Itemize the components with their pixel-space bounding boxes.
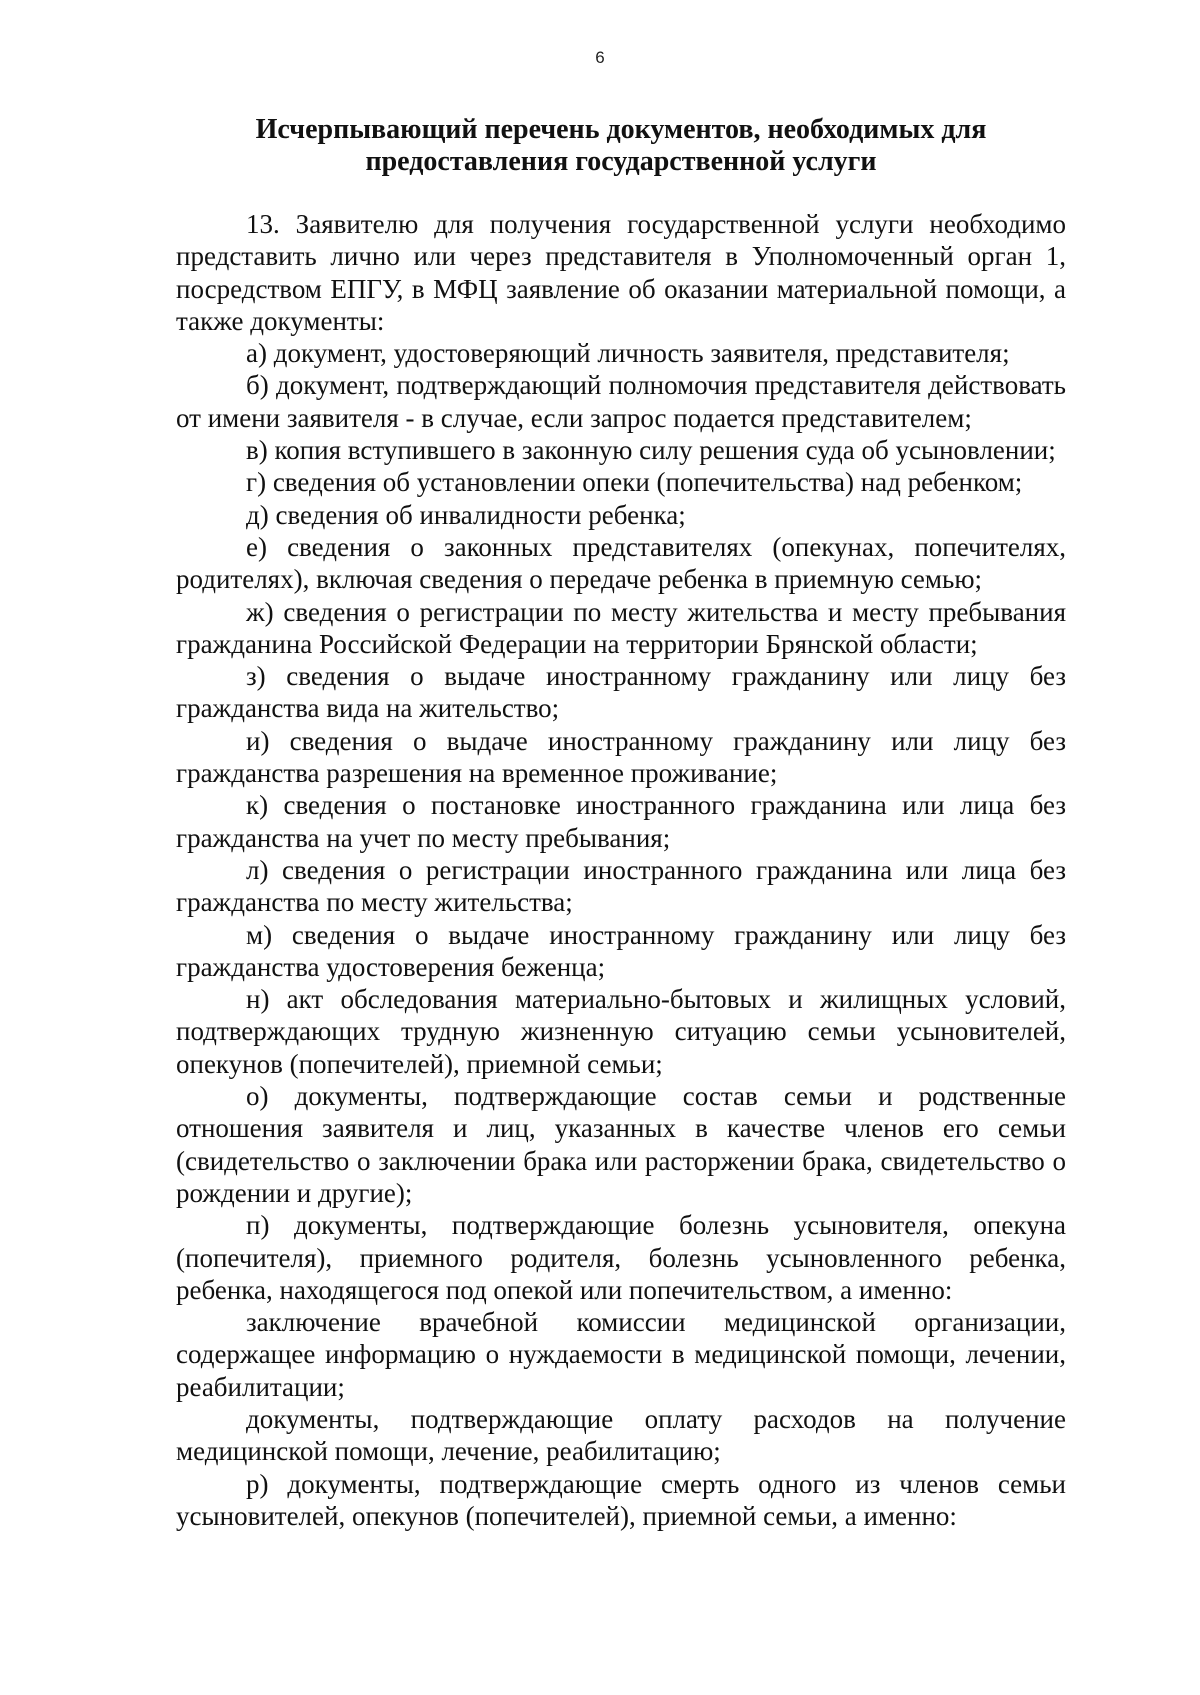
section-title — [176, 114, 1066, 178]
section-title-line-2: предоставления государственной услуги — [365, 146, 877, 177]
list-item-z: з) сведения о выдаче иностранному гражданину или лицу без гражданства вида на жительство; — [176, 661, 1066, 724]
list-item-k: к) сведения о постановке иностранного гражданина или лица без гражданства на учет по месту пребывания; — [176, 790, 1066, 853]
list-item-zh: ж) сведения о регистрации по месту жительства и месту пребывания гражданина Российской Федерации на территории Брянской области; — [176, 596, 1066, 659]
list-item-l: л) сведения о регистрации иностранного гражданина или лица без гражданства по месту жительства; — [176, 854, 1066, 918]
list-item-p-subitem-1: заключение врачебной комиссии медицинской организации, содержащее информацию о нуждаемости в медицинской помощи, лечении, реабилитации; — [176, 1307, 1066, 1402]
list-item-p: п) документы, подтверждающие болезнь усыновителя, опекуна (попечителя), приемного родителя, болезнь усыновленного ребенка, ребенка, находящегося под опекой или попечительством, а именно: — [176, 1210, 1066, 1305]
list-item-o: о) документы, подтверждающие состав семьи и родственные отношения заявителя и лиц, указанных в качестве членов его семьи (свидетельство о заключении брака или расторжении брака, свидетельство о рождении и другие); — [176, 1081, 1066, 1208]
list-item-m: м) сведения о выдаче иностранному гражданину или лицу без гражданства удостоверения беженца; — [176, 919, 1066, 982]
page-number: 6 — [595, 48, 605, 67]
list-item-i: и) сведения о выдаче иностранному гражданину или лицу без гражданства разрешения на временное проживание; — [176, 725, 1066, 789]
list-item-d: д) сведения об инвалидности ребенка; — [246, 499, 686, 530]
list-item-a: а) документ, удостоверяющий личность заявителя, представителя; — [246, 338, 1010, 369]
list-item-p-subitem-2: документы, подтверждающие оплату расходов на получение медицинской помощи, лечение, реабилитацию; — [176, 1403, 1066, 1467]
list-item-b: б) документ, подтверждающий полномочия представителя действовать от имени заявителя - в случае, если запрос подается представителем; — [176, 370, 1066, 433]
list-item-v: в) копия вступившего в законную силу решения суда об усыновлении; — [246, 435, 1056, 466]
list-item-r: р) документы, подтверждающие смерть одного из членов семьи усыновителей, опекунов (попечителей), приемной семьи, а именно: — [176, 1468, 1066, 1531]
list-item-g: г) сведения об установлении опеки (попечительства) над ребенком; — [246, 467, 1023, 498]
document-body — [176, 208, 1066, 1532]
list-item-n: н) акт обследования материально-бытовых и жилищных условий, подтверждающих трудную жизненную ситуацию семьи усыновителей, опекунов (попечителей), приемной семьи; — [176, 984, 1066, 1079]
paragraph-13-intro: 13. Заявителю для получения государственной услуги необходимо представить лично или через представителя в Уполномоченный орган 1, посредством ЕПГУ, в МФЦ заявление об оказании материальной помощи, а также документы: — [176, 209, 1066, 336]
list-item-e: е) сведения о законных представителях (опекунах, попечителях, родителях), включая сведения о передаче ребенка в приемную семью; — [176, 531, 1066, 595]
section-title-line-1: Исчерпывающий перечень документов, необходимых для — [255, 114, 987, 145]
